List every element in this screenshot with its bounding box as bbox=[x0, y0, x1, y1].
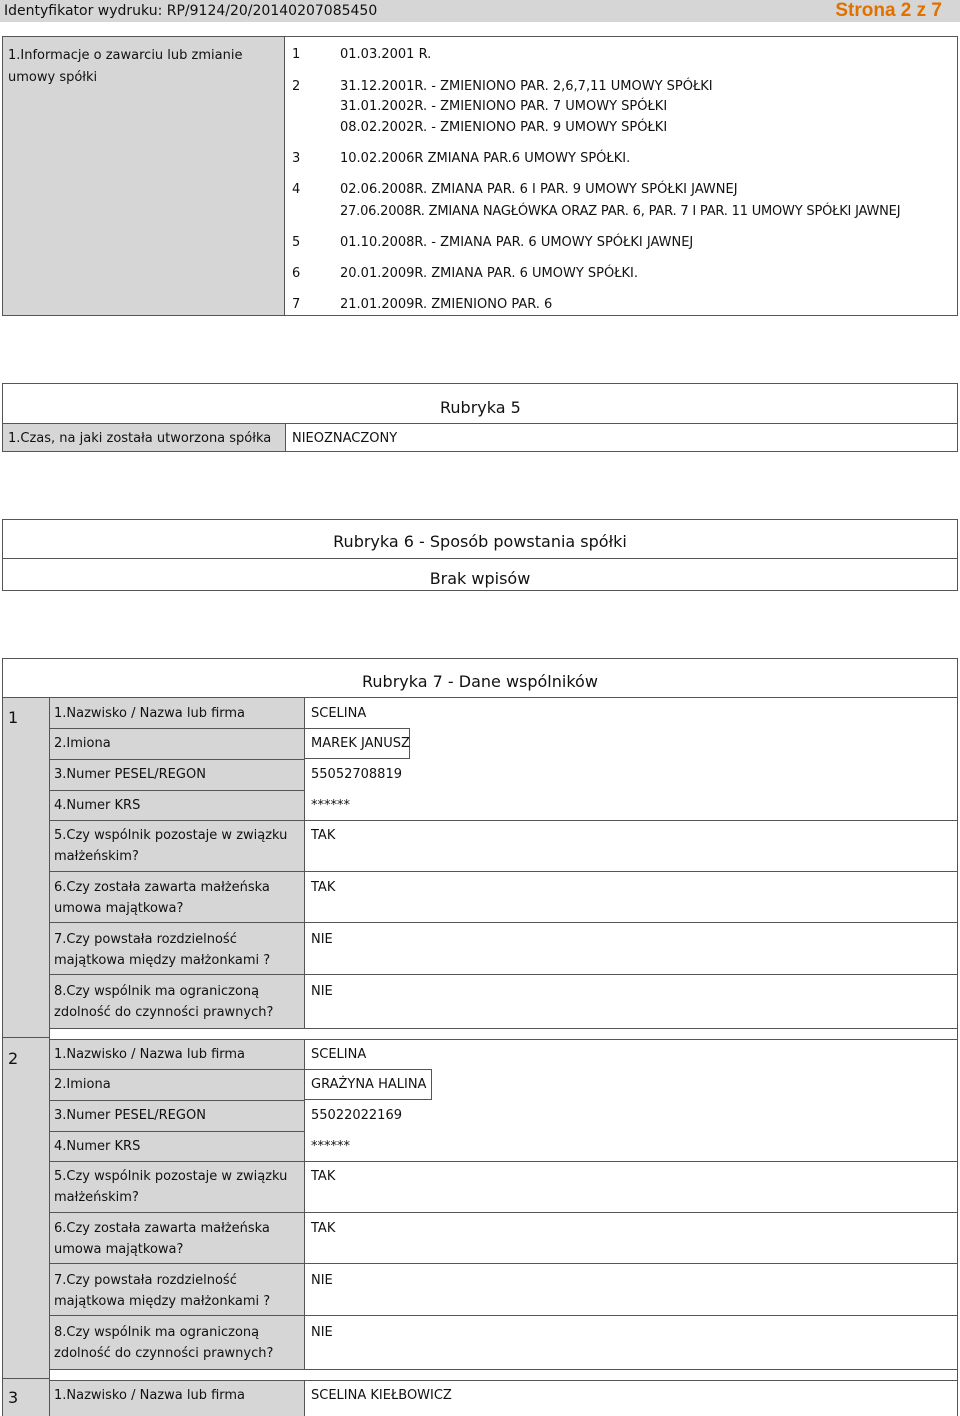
field-value: 55022022169 bbox=[311, 1108, 402, 1123]
field-label: 4.Numer KRS bbox=[54, 1139, 141, 1154]
entry-text: 01.03.2001 R. bbox=[340, 47, 432, 62]
duration-value: NIEOZNACZONY bbox=[292, 431, 398, 446]
field-label-cont: małżeńskim? bbox=[54, 1190, 139, 1205]
field-label: 1.Nazwisko / Nazwa lub firma bbox=[54, 1388, 246, 1403]
entry-text: 20.01.2009R. ZMIANA PAR. 6 UMOWY SPÓŁKI. bbox=[340, 266, 639, 281]
entry-text: 08.02.2002R. - ZMIENIONO PAR. 9 UMOWY SPÓŁKI bbox=[340, 120, 668, 135]
entry-number: 5 bbox=[292, 235, 301, 250]
entry-number: 2 bbox=[292, 79, 301, 94]
field-value: TAK bbox=[311, 880, 336, 895]
field-value: ****** bbox=[311, 798, 350, 813]
field-value: NIE bbox=[311, 1273, 333, 1288]
field-value: SCELINA bbox=[311, 706, 367, 721]
field-label: 8.Czy wspólnik ma ograniczoną bbox=[54, 984, 260, 999]
field-value: SCELINA bbox=[311, 1047, 367, 1062]
field-label: 1.Nazwisko / Nazwa lub firma bbox=[54, 1047, 246, 1062]
field-value: NIE bbox=[311, 1325, 333, 1340]
field-value: ****** bbox=[311, 1139, 350, 1154]
no-entries-text: Brak wpisów bbox=[429, 569, 531, 588]
partner-number: 2 bbox=[8, 1049, 19, 1068]
field-label: 7.Czy powstała rozdzielność bbox=[54, 1273, 237, 1288]
duration-label: 1.Czas, na jaki została utworzona spółka bbox=[8, 431, 272, 446]
entry-text: 10.02.2006R ZMIANA PAR.6 UMOWY SPÓŁKI. bbox=[340, 151, 631, 166]
contract-info-label: 1.Informacje o zawarciu lub zmianie bbox=[8, 48, 243, 63]
entry-text: 31.12.2001R. - ZMIENIONO PAR. 2,6,7,11 UMOWY SPÓŁKI bbox=[340, 79, 713, 94]
entry-text: 21.01.2009R. ZMIENIONO PAR. 6 bbox=[340, 297, 553, 312]
field-value: 55052708819 bbox=[311, 767, 402, 782]
field-value: TAK bbox=[311, 828, 336, 843]
field-value: NIE bbox=[311, 984, 333, 999]
rubryka-7-title: Rubryka 7 - Dane wspólników bbox=[362, 672, 598, 691]
entry-number: 4 bbox=[292, 182, 301, 197]
field-value: MAREK JANUSZ bbox=[311, 736, 410, 751]
field-label: 2.Imiona bbox=[54, 736, 111, 751]
entry-text: 01.10.2008R. - ZMIANA PAR. 6 UMOWY SPÓŁKI JAWNEJ bbox=[340, 235, 694, 250]
entry-number: 6 bbox=[292, 266, 301, 281]
field-label-cont: majątkowa między małżonkami ? bbox=[54, 953, 271, 968]
field-value: TAK bbox=[311, 1169, 336, 1184]
field-label: 1.Nazwisko / Nazwa lub firma bbox=[54, 706, 246, 721]
field-label: 2.Imiona bbox=[54, 1077, 111, 1092]
partner-number: 3 bbox=[8, 1388, 19, 1407]
field-value: SCELINA KIEŁBOWICZ bbox=[311, 1388, 452, 1403]
entry-text: 31.01.2002R. - ZMIENIONO PAR. 7 UMOWY SPÓŁKI bbox=[340, 99, 668, 114]
field-value: GRAŻYNA HALINA bbox=[311, 1077, 427, 1092]
field-label-cont: małżeńskim? bbox=[54, 849, 139, 864]
entry-text: 02.06.2008R. ZMIANA PAR. 6 I PAR. 9 UMOWY SPÓŁKI JAWNEJ bbox=[340, 182, 738, 197]
page-number: Strona 2 z 7 bbox=[835, 0, 942, 21]
field-label: 8.Czy wspólnik ma ograniczoną bbox=[54, 1325, 260, 1340]
field-label-cont: majątkowa między małżonkami ? bbox=[54, 1294, 271, 1309]
print-header bbox=[0, 0, 960, 22]
field-label: 4.Numer KRS bbox=[54, 798, 141, 813]
field-label: 7.Czy powstała rozdzielność bbox=[54, 932, 237, 947]
field-label-cont: zdolność do czynności prawnych? bbox=[54, 1005, 274, 1020]
field-label: 3.Numer PESEL/REGON bbox=[54, 1108, 206, 1123]
rubryka-6-title: Rubryka 6 - Sposób powstania spółki bbox=[333, 532, 627, 551]
print-identifier: Identyfikator wydruku: RP/9124/20/20140207085450 bbox=[4, 3, 378, 19]
partner-number: 1 bbox=[8, 708, 19, 727]
rubryka-5-title: Rubryka 5 bbox=[440, 398, 521, 417]
entry-text: 27.06.2008R. ZMIANA NAGŁÓWKA ORAZ PAR. 6, PAR. 7 I PAR. 11 UMOWY SPÓŁKI JAWNEJ bbox=[340, 204, 901, 219]
entry-number: 7 bbox=[292, 297, 301, 312]
field-value: NIE bbox=[311, 932, 333, 947]
field-label: 5.Czy wspólnik pozostaje w związku bbox=[54, 1169, 288, 1184]
field-value: TAK bbox=[311, 1221, 336, 1236]
field-label: 6.Czy została zawarta małżeńska bbox=[54, 1221, 270, 1236]
field-label: 6.Czy została zawarta małżeńska bbox=[54, 880, 270, 895]
contract-info-label-cont: umowy spółki bbox=[8, 70, 98, 85]
field-label-cont: zdolność do czynności prawnych? bbox=[54, 1346, 274, 1361]
field-label-cont: umowa majątkowa? bbox=[54, 901, 184, 916]
field-label: 5.Czy wspólnik pozostaje w związku bbox=[54, 828, 288, 843]
entry-number: 3 bbox=[292, 151, 301, 166]
field-label-cont: umowa majątkowa? bbox=[54, 1242, 184, 1257]
entry-number: 1 bbox=[292, 47, 301, 62]
field-label: 3.Numer PESEL/REGON bbox=[54, 767, 206, 782]
